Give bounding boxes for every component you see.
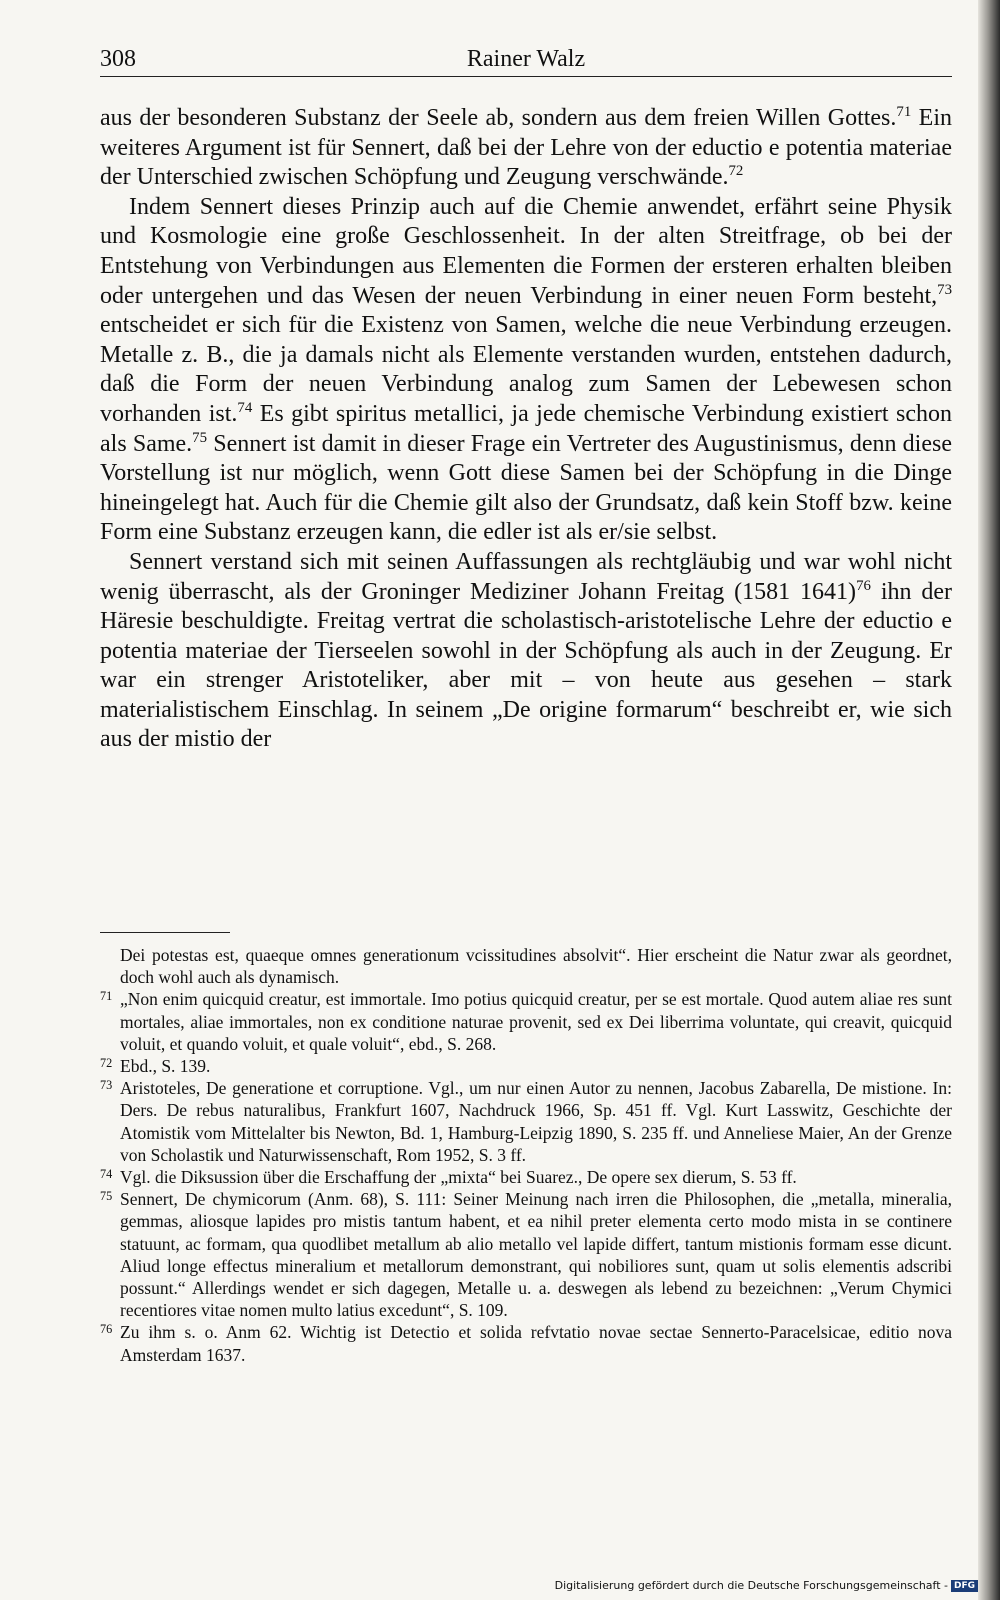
paragraph-text: Sennert verstand sich mit seinen Auffassungen als rechtgläubig und war wohl nicht wenig überrascht, als der Groninger Mediziner Johann Freitag (1581 1641): [100, 548, 952, 605]
paragraph-text: Es gibt spiritus metallici, ja jede chemische Verbindung existiert schon als Same.: [100, 400, 952, 457]
footnote-ref-72: 72: [728, 163, 744, 180]
paragraph-text: aus der besonderen Substanz der Seele ab, sondern aus dem freien Willen Gottes.: [100, 105, 897, 131]
footnote-ref-75: 75: [192, 429, 208, 446]
running-head-author: Rainer Walz: [466, 46, 586, 72]
footnote-text: Sennert, De chymicorum (Anm. 68), S. 111: Seiner Meinung nach irren die Philosophen, die „metalla, mineralia, gemmas, aliosque lapides pro mistis tantum habent, et ea nihil preter elementa certo modo mista in se continere statuunt, ac formam, qua quodlibet metallum ab alio metallo vel lapide differt, tantum mistionis formam esse dicunt. Aliud longe effectus mineralium et metallorum demonstrant, qui nobiliores sunt, quam ut solis elementis adscribi possunt.“ Allerdings wendet er sich dagegen, Metalle u. a. deswegen als lebend zu bezeichnen: „Verum Chymici recentiores vitae nomen multo latius excedunt“, S. 109.: [120, 1189, 952, 1321]
paragraph-text: Indem Sennert dieses Prinzip auch auf die Chemie anwendet, erfährt seine Physik und Kosmologie eine große Geschlossenheit. In der alten Streitfrage, ob bei der Entstehung von Verbindungen aus Elementen die Formen der ersteren erhalten bleiben oder untergehen und das Wesen der neuen Verbindung in einer neuen Form besteht,: [100, 193, 952, 309]
footnote-item: 74 Vgl. die Diksussion über die Erschaffung der „mixta“ bei Suarez., De opere sex dierum, S. 53 ff.: [100, 1166, 797, 1188]
paragraph-text: entscheidet er sich für die Existenz von Samen, welche die neue Verbindung erzeugen. Metalle z. B., die ja damals nicht als Elemente verstanden wurden, entstehen dadurch, daß die Form der neuen Verbindung analog zum Samen der Lebewesen schon vorhanden ist.: [100, 312, 952, 427]
dfg-logo: DFG: [951, 1580, 978, 1592]
footnote-text: Ebd., S. 139.: [120, 1056, 211, 1077]
footnote-item: 73 Aristoteles, De generatione et corruptione. Vgl., um nur einen Autor zu nennen, Jacobus Zabarella, De mistione. In: Ders. De rebus naturalibus, Frankfurt 1607, Nachdruck 1966, Sp. 451 ff. Vgl. Kurt Lasswitz, Geschichte der Atomistik vom Mittelalter bis Newton, Bd. 1, Hamburg-Leipzig 1890, S. 235 ff. und Anneliese Maier, An der Grenze von Scholastik und Naturwissenschaft, Rom 1952, S. 3 ff.: [100, 1077, 952, 1165]
paragraph-text: ihn der Häresie beschuldigte. Freitag vertrat die scholastisch-aristotelische Lehre der eductio e potentia materiae der Tierseelen sowohl in der Schöpfung als auch in der Zeugung. Er war ein strenger Aristoteliker, aber mit – von heute aus gesehen – stark materialistischem Einschlag. In seinem „De origine formarum“ beschreibt er, wie sich aus der mistio der: [100, 578, 953, 753]
footnote-ref-71: 71: [896, 104, 912, 121]
credit-text: Digitalisierung gefördert durch die Deutsche Forschungsgemeinschaft -: [554, 1579, 948, 1592]
running-header: [100, 44, 952, 77]
digitization-credit: [555, 1579, 978, 1592]
paragraph-3: [100, 548, 952, 755]
scan-page-edge-shadow: [978, 0, 1000, 1600]
page-number: 308: [100, 46, 136, 72]
footnote-text: Zu ihm s. o. Anm 62. Wichtig ist Detectio et solida refvtatio novae sectae Sennerto-Paracelsicae, editio nova Amsterdam 1637.: [120, 1322, 952, 1365]
footnote-item: 72 Ebd., S. 139.: [100, 1055, 211, 1077]
footnote-item: 75 Sennert, De chymicorum (Anm. 68), S. 111: Seiner Meinung nach irren die Philosophen, die „metalla, mineralia, gemmas, aliosque lapides pro mistis tantum habent, et ea nihil preter elementa certo modo mista in se continere statuunt, ac formam, qua quodlibet metallum ab alio metallo vel lapide differt, tantum mistionis formam esse dicunt. Aliud longe effectus mineralium et metallorum demonstrant, qui nobiliores sunt, quam ut solis elementis adscribi possunt.“ Allerdings wendet er sich dagegen, Metalle u. a. deswegen als lebend zu bezeichnen: „Verum Chymici recentiores vitae nomen multo latius excedunt“, S. 109.: [100, 1188, 952, 1321]
footnote-divider: [100, 932, 230, 933]
footnote-text: Aristoteles, De generatione et corruptione. Vgl., um nur einen Autor zu nennen, Jacobus Zabarella, De mistione. In: Ders. De rebus naturalibus, Frankfurt 1607, Nachdruck 1966, Sp. 451 ff. Vgl. Kurt Lasswitz, Geschichte der Atomistik vom Mittelalter bis Newton, Bd. 1, Hamburg-Leipzig 1890, S. 235 ff. und Anneliese Maier, An der Grenze von Scholastik und Naturwissenschaft, Rom 1952, S. 3 ff.: [120, 1078, 952, 1165]
footnote-continuation: Dei potestas est, quaeque omnes generationum vcissitudines absolvit“. Hier erscheint die Natur zwar als geordnet, doch wohl auch als dynamisch.: [120, 945, 952, 988]
footnote-ref-76: 76: [856, 577, 871, 594]
footnote-ref-73: 73: [937, 281, 952, 298]
paragraph-2: [100, 193, 952, 548]
paragraph-1: [100, 104, 952, 193]
footnote-text: Vgl. die Diksussion über die Erschaffung der „mixta“ bei Suarez., De opere sex dierum, S. 53 ff.: [120, 1167, 797, 1188]
footnote-item: 71 „Non enim quicquid creatur, est immortale. Imo potius quicquid creatur, per se est mortale. Quod autem aliae res sunt mortales, aliae immortales, non ex conditione naturae provenit, sed ex Dei liberrima voluntate, qui creavit, quicquid voluit, et quando voluit, et quale voluit“, ebd., S. 268.: [100, 988, 952, 1054]
paragraph-text: Sennert ist damit in dieser Frage ein Vertreter des Augustinismus, denn diese Vorstellung ist nur möglich, wenn Gott diese Samen bei der Schöpfung in die Dinge hineingelegt hat. Auch für die Chemie gilt also der Grundsatz, daß kein Stoff bzw. keine Form eine Substanz erzeugen kann, die edler ist als er/sie selbst.: [100, 430, 952, 546]
footnotes: [100, 944, 952, 1366]
footnote-item: 76 Zu ihm s. o. Anm 62. Wichtig ist Detectio et solida refvtatio novae sectae Sennerto-Paracelsicae, editio nova Amsterdam 1637.: [100, 1321, 952, 1365]
main-text: [100, 104, 952, 755]
footnote-ref-74: 74: [237, 400, 253, 417]
footnote-text: „Non enim quicquid creatur, est immortale. Imo potius quicquid creatur, per se est mortale. Quod autem aliae res sunt mortales, aliae immortales, non ex conditione naturae provenit, sed ex Dei liberrima voluntate, qui creavit, quicquid voluit, et quando voluit, et quale voluit“, ebd., S. 268.: [120, 989, 952, 1054]
paragraph-text: Ein weiteres Argument ist für Sennert, daß bei der Lehre von der eductio e potentia materiae der Unterschied zwischen Schöpfung und Zeugung verschwände.: [100, 105, 953, 191]
